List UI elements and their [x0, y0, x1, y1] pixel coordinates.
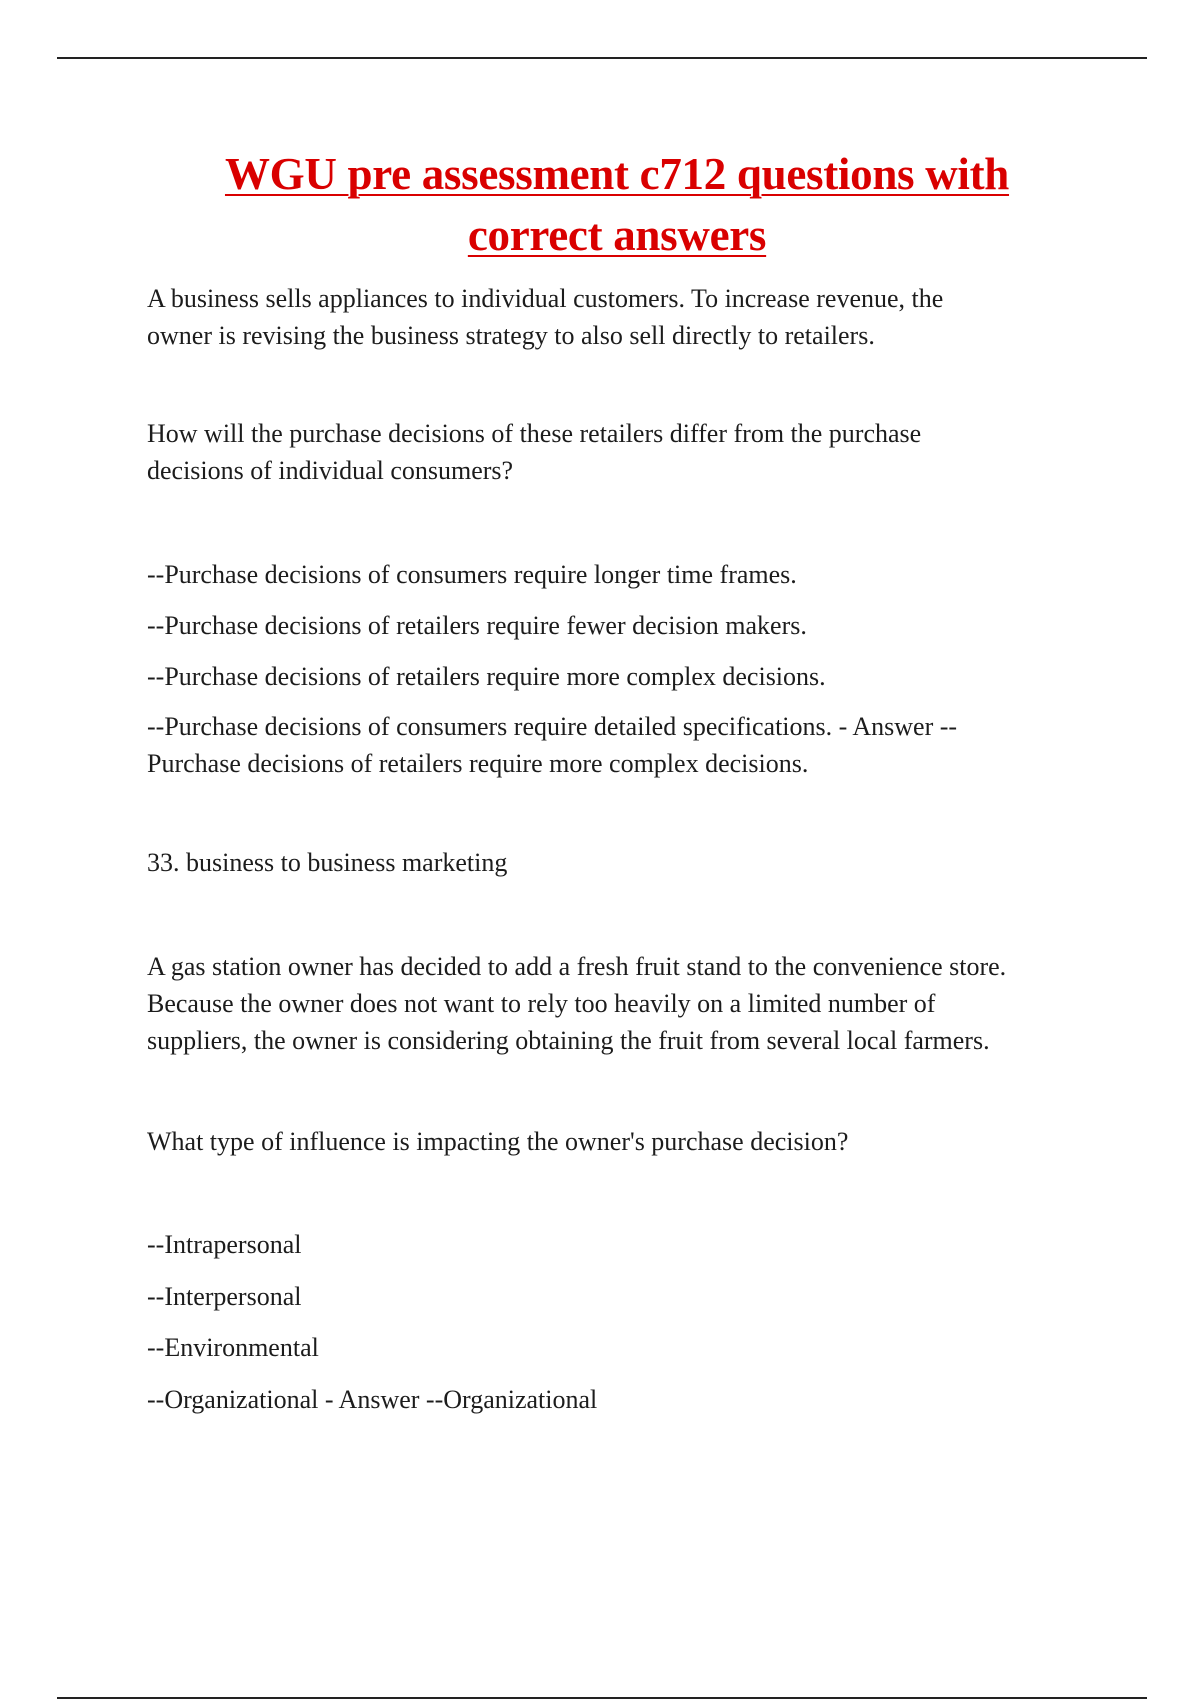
title-line-2: correct answers [467, 210, 767, 260]
q2-option-4-with-answer: --Organizational - Answer --Organizational [147, 1385, 598, 1414]
q1-option-3: --Purchase decisions of retailers require more complex decisions. [147, 662, 826, 691]
q2-scenario-line: suppliers, the owner is considering obtaining the fruit from several local farmers. [147, 1026, 990, 1055]
q1-prompt-line: How will the purchase decisions of these retailers differ from the purchase [147, 419, 922, 448]
q2-option-3: --Environmental [147, 1333, 319, 1362]
q2-scenario [147, 948, 1006, 1059]
section-heading: 33. business to business marketing [147, 848, 508, 877]
q2-option-2: --Interpersonal [147, 1282, 302, 1311]
q1-option-2: --Purchase decisions of retailers require fewer decision makers. [147, 611, 807, 640]
bottom-rule [57, 1697, 1147, 1699]
q1-scenario-line: A business sells appliances to individual customers. To increase revenue, the [147, 284, 944, 313]
q1-prompt [147, 415, 921, 489]
q2-prompt: What type of influence is impacting the owner's purchase decision? [147, 1127, 849, 1156]
q1-option-4-with-answer [147, 708, 957, 782]
q1-prompt-line: decisions of individual consumers? [147, 456, 514, 485]
q1-option-4-line: --Purchase decisions of consumers require detailed specifications. - Answer -- [147, 712, 958, 741]
document-title [0, 144, 1200, 266]
top-rule [57, 57, 1147, 59]
q2-scenario-line: Because the owner does not want to rely too heavily on a limited number of [147, 989, 936, 1018]
title-line-1: WGU pre assessment c712 questions with [224, 149, 1010, 199]
q2-option-1: --Intrapersonal [147, 1230, 302, 1259]
q1-scenario-line: owner is revising the business strategy to also sell directly to retailers. [147, 321, 875, 350]
q1-scenario [147, 280, 943, 354]
q2-scenario-line: A gas station owner has decided to add a fresh fruit stand to the convenience store. [147, 952, 1007, 981]
q1-option-1: --Purchase decisions of consumers require longer time frames. [147, 560, 797, 589]
q1-answer-line: Purchase decisions of retailers require more complex decisions. [147, 749, 809, 778]
